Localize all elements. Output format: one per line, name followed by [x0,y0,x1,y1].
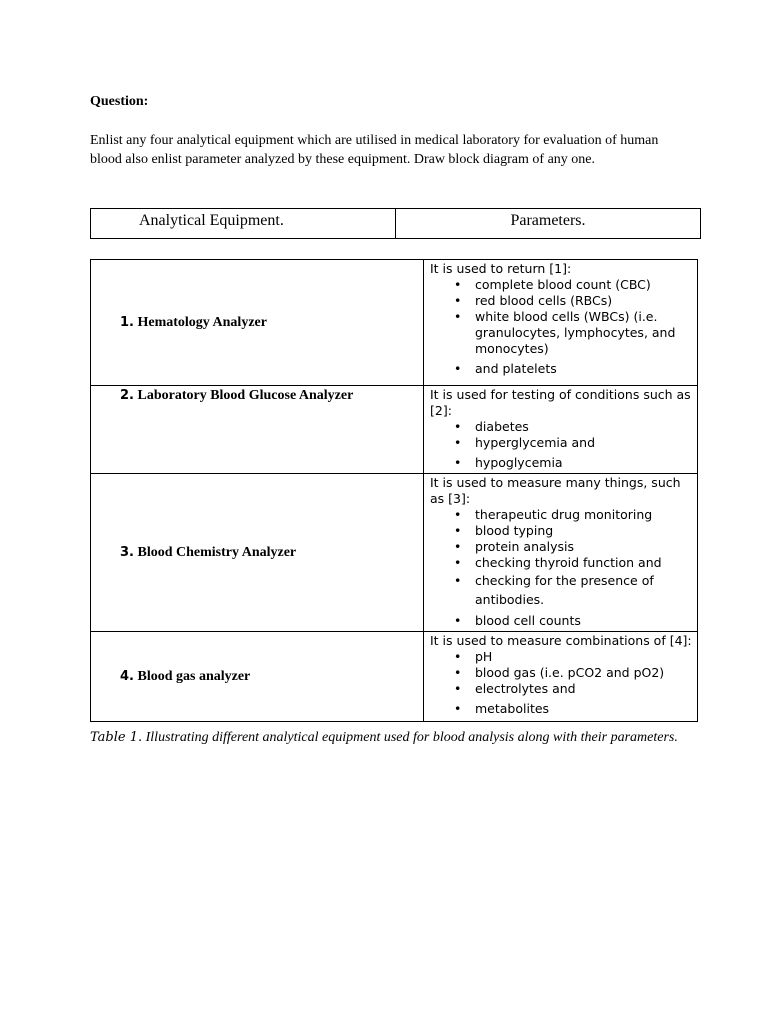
parameters-list [430,277,693,377]
table-row [91,386,698,474]
header-parameters-cell [396,209,701,239]
question-heading: Question: [90,94,149,109]
parameter-item: • therapeutic drug monitoring [475,507,693,523]
parameter-item: • white blood cells (WBCs) (i.e. granulocytes, lymphocytes, and monocytes) [475,309,693,357]
equipment-number: 4. [120,668,134,684]
parameter-item: • blood cell counts [475,613,693,629]
table-row [91,474,698,632]
header-parameters-label: Parameters. [510,212,586,229]
parameter-item: • hypoglycemia [475,455,693,471]
equipment-cell [91,386,424,474]
equipment-cell [91,474,424,632]
parameter-item: • complete blood count (CBC) [475,277,693,293]
equipment-number: 2. [120,388,134,403]
parameters-cell [424,260,698,386]
parameters-cell [424,632,698,722]
header-equipment-cell [91,209,396,239]
caption-text: Illustrating different analytical equipment used for blood analysis along with their parameters. [142,730,678,745]
header-table [90,208,701,239]
parameter-item: • blood gas (i.e. pCO2 and pO2) [475,665,693,681]
parameters-list [430,419,693,471]
parameters-intro: It is used to measure combinations of [4]: [430,633,692,648]
parameters-intro: It is used to return [1]: [430,261,572,276]
parameter-item: • diabetes [475,419,693,435]
equipment-name: Hematology Analyzer [137,314,267,330]
equipment-name: Blood gas analyzer [137,668,251,684]
parameter-item: • hyperglycemia and [475,435,693,451]
parameter-item: • checking thyroid function and [475,555,693,571]
parameters-intro: It is used to measure many things, such as [3]: [430,475,681,506]
equipment-name: Laboratory Blood Glucose Analyzer [137,388,354,403]
parameter-item: • metabolites [475,701,693,717]
parameter-item: • red blood cells (RBCs) [475,293,693,309]
caption-label: Table 1. [90,730,143,745]
parameters-list [430,507,693,629]
parameters-intro: It is used for testing of conditions such as [2]: [430,387,691,418]
parameters-cell [424,386,698,474]
parameter-item: • and platelets [475,361,693,377]
equipment-number: 1. [120,314,134,330]
equipment-table [90,259,698,722]
parameter-item: • pH [475,649,693,665]
table-caption [90,728,680,748]
table-row [91,632,698,722]
equipment-cell [91,632,424,722]
table-row [91,260,698,386]
parameter-item: • blood typing [475,523,693,539]
equipment-cell [91,260,424,386]
header-equipment-label: Analytical Equipment. [139,212,284,229]
equipment-name: Blood Chemistry Analyzer [137,544,297,560]
parameters-cell [424,474,698,632]
parameter-item: • electrolytes and [475,681,693,697]
parameter-item: • protein analysis [475,539,693,555]
parameters-list [430,649,693,717]
equipment-number: 3. [120,544,134,560]
header-row [91,209,701,239]
parameter-item: • checking for the presence of antibodies. [475,571,693,609]
question-body: Enlist any four analytical equipment which are utilised in medical laboratory for evaluation of human blood also enlist parameter analyzed by these equipment. Draw block diagram of any one. [90,133,659,167]
